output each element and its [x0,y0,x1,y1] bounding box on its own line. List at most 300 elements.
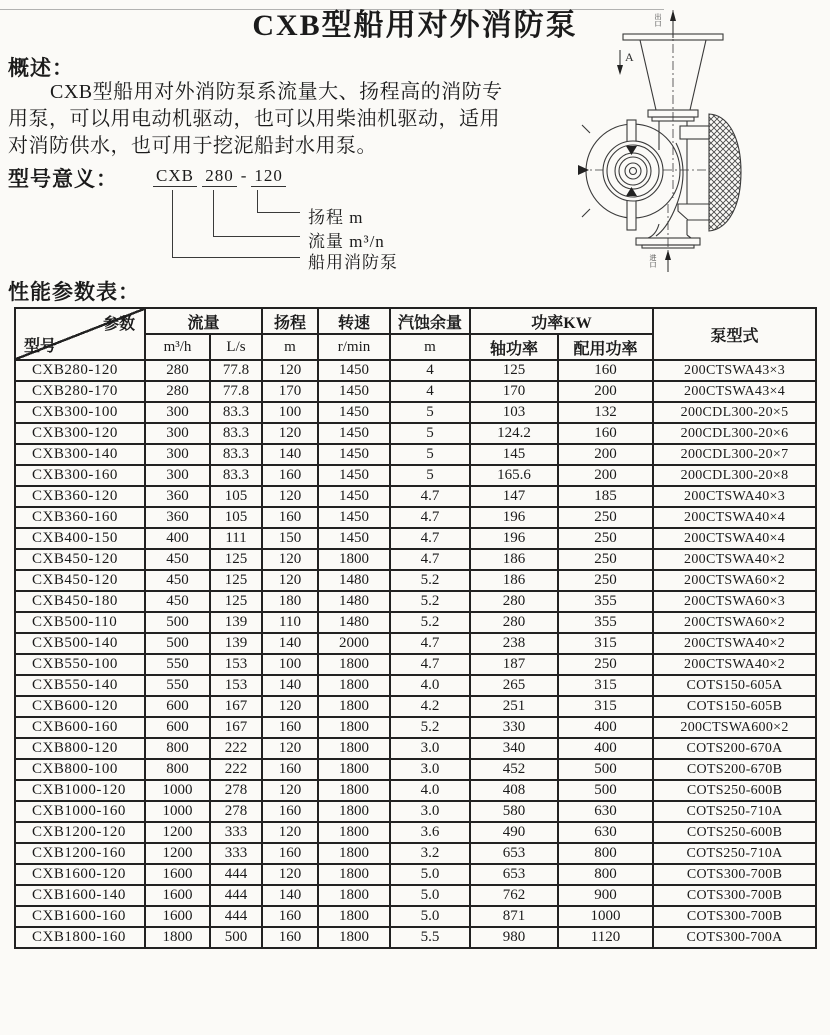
cell-model: CXB1000-120 [15,780,145,801]
overview-line-1: CXB型船用对外消防泵系流量大、扬程高的消防专 [50,81,503,103]
cell-flow-m3h: 400 [145,528,210,549]
cell-head: 120 [262,738,318,759]
cell-npsh: 5.2 [390,717,470,738]
table-row [15,570,816,591]
cell-model: CXB400-150 [15,528,145,549]
cell-rated-power: 160 [558,423,653,444]
cell-npsh: 4.0 [390,675,470,696]
cell-model: CXB280-170 [15,381,145,402]
cell-model: CXB300-140 [15,444,145,465]
cell-shaft-power: 187 [470,654,558,675]
cell-flow-m3h: 1600 [145,906,210,927]
cell-shaft-power: 124.2 [470,423,558,444]
overview-line-2: 用泵，可以用电动机驱动，也可以用柴油机驱动，适用 [8,108,500,130]
cell-model: CXB550-100 [15,654,145,675]
cell-rated-power: 500 [558,759,653,780]
cell-head: 120 [262,864,318,885]
cell-head: 120 [262,696,318,717]
outlet-label: 出口 [654,13,662,27]
cell-shaft-power: 165.6 [470,465,558,486]
cell-pump-type: 200CTSWA600×2 [653,717,816,738]
cell-model: CXB500-110 [15,612,145,633]
cell-shaft-power: 980 [470,927,558,948]
cell-rated-power: 1120 [558,927,653,948]
cell-speed: 1480 [318,570,390,591]
cell-npsh: 5.5 [390,927,470,948]
cell-pump-type: 200CDL300-20×7 [653,444,816,465]
cell-rated-power: 315 [558,633,653,654]
cell-flow-ls: 105 [210,486,262,507]
cell-speed: 1480 [318,612,390,633]
cell-speed: 1450 [318,423,390,444]
cell-rated-power: 500 [558,780,653,801]
cell-speed: 1800 [318,906,390,927]
cell-flow-m3h: 500 [145,612,210,633]
header-power: 功率KW [470,308,653,334]
section-a-arrow-icon [617,65,623,75]
cell-npsh: 5.2 [390,591,470,612]
cell-shaft-power: 103 [470,402,558,423]
cell-npsh: 5.2 [390,612,470,633]
cell-flow-ls: 83.3 [210,444,262,465]
cell-rated-power: 250 [558,507,653,528]
cell-rated-power: 800 [558,864,653,885]
cell-head: 160 [262,465,318,486]
cell-shaft-power: 145 [470,444,558,465]
cell-flow-ls: 500 [210,927,262,948]
cell-pump-type: 200CTSWA40×3 [653,486,816,507]
cell-pump-type: 200CTSWA40×4 [653,528,816,549]
inlet-label: 进口 [649,254,657,268]
cell-head: 120 [262,822,318,843]
cell-shaft-power: 653 [470,864,558,885]
cell-speed: 1450 [318,486,390,507]
cell-flow-ls: 139 [210,612,262,633]
page-title: CXB型船用对外消防泵 [252,9,578,42]
cell-model: CXB600-120 [15,696,145,717]
cell-flow-m3h: 1600 [145,885,210,906]
label-series: 船用消防泵 [308,253,398,272]
performance-table-heading: 性能参数表： [8,280,140,304]
cell-flow-ls: 278 [210,780,262,801]
pump-drawing-svg [576,8,824,286]
header-npsh: 汽蚀余量 [390,308,470,334]
table-row [15,780,816,801]
cell-pump-type: 200CTSWA40×2 [653,654,816,675]
cell-flow-m3h: 280 [145,360,210,381]
cell-pump-type: COTS250-600B [653,780,816,801]
cell-rated-power: 160 [558,360,653,381]
section-a-label: A [625,50,634,64]
cell-flow-ls: 125 [210,591,262,612]
cell-model: CXB300-100 [15,402,145,423]
cell-pump-type: COTS200-670A [653,738,816,759]
cell-flow-ls: 167 [210,696,262,717]
cell-model: CXB500-140 [15,633,145,654]
table-row [15,612,816,633]
cell-rated-power: 250 [558,570,653,591]
cell-head: 140 [262,444,318,465]
cell-shaft-power: 251 [470,696,558,717]
cell-shaft-power: 186 [470,549,558,570]
table-row [15,822,816,843]
cell-model: CXB1200-120 [15,822,145,843]
header-unit-m3h: m³/h [145,334,210,360]
cell-npsh: 4 [390,381,470,402]
cell-rated-power: 200 [558,444,653,465]
cell-flow-m3h: 360 [145,486,210,507]
header-flow: 流量 [145,308,262,334]
cell-rated-power: 200 [558,381,653,402]
header-rated-power: 配用功率 [558,334,653,360]
cell-npsh: 4.7 [390,633,470,654]
cell-npsh: 5 [390,465,470,486]
cell-head: 160 [262,759,318,780]
cell-npsh: 4.7 [390,654,470,675]
cell-rated-power: 250 [558,549,653,570]
cell-npsh: 4.0 [390,780,470,801]
cell-flow-m3h: 450 [145,570,210,591]
cell-shaft-power: 762 [470,885,558,906]
cell-flow-m3h: 1600 [145,864,210,885]
cell-speed: 1800 [318,759,390,780]
cell-pump-type: 200CTSWA43×4 [653,381,816,402]
cell-pump-type: COTS300-700B [653,906,816,927]
cell-head: 160 [262,717,318,738]
cell-flow-m3h: 550 [145,675,210,696]
cell-npsh: 4.7 [390,528,470,549]
cell-speed: 1800 [318,549,390,570]
cell-flow-m3h: 450 [145,591,210,612]
table-row [15,402,816,423]
cell-shaft-power: 452 [470,759,558,780]
cell-flow-m3h: 1000 [145,801,210,822]
pump-technical-drawing [576,8,824,286]
table-row [15,864,816,885]
cell-flow-m3h: 1000 [145,780,210,801]
cell-npsh: 3.0 [390,738,470,759]
cell-speed: 1450 [318,444,390,465]
cell-shaft-power: 490 [470,822,558,843]
cell-flow-m3h: 500 [145,633,210,654]
cell-head: 180 [262,591,318,612]
cell-flow-m3h: 550 [145,654,210,675]
cell-pump-type: 200CTSWA60×3 [653,591,816,612]
cell-speed: 1800 [318,885,390,906]
cell-shaft-power: 186 [470,570,558,591]
cell-head: 100 [262,654,318,675]
cell-flow-m3h: 800 [145,759,210,780]
cell-rated-power: 1000 [558,906,653,927]
cell-rated-power: 630 [558,822,653,843]
cell-pump-type: COTS250-710A [653,843,816,864]
cell-shaft-power: 125 [470,360,558,381]
cell-npsh: 4.2 [390,696,470,717]
cell-rated-power: 400 [558,738,653,759]
cell-flow-ls: 77.8 [210,381,262,402]
cell-speed: 1800 [318,843,390,864]
cell-model: CXB550-140 [15,675,145,696]
cell-npsh: 5.0 [390,906,470,927]
cell-shaft-power: 408 [470,780,558,801]
cell-model: CXB450-120 [15,549,145,570]
cell-pump-type: 200CDL300-20×5 [653,402,816,423]
cell-flow-ls: 139 [210,633,262,654]
corner-param-label: 参数 [102,316,135,333]
cell-flow-m3h: 300 [145,423,210,444]
cell-flow-ls: 83.3 [210,402,262,423]
cell-shaft-power: 170 [470,381,558,402]
cell-speed: 1450 [318,507,390,528]
cell-rated-power: 400 [558,717,653,738]
cell-flow-m3h: 280 [145,381,210,402]
cell-flow-ls: 222 [210,759,262,780]
cell-model: CXB300-160 [15,465,145,486]
cell-flow-ls: 167 [210,717,262,738]
cell-pump-type: 200CDL300-20×6 [653,423,816,444]
cell-head: 160 [262,507,318,528]
cell-speed: 1450 [318,528,390,549]
cell-flow-m3h: 300 [145,465,210,486]
cell-flow-ls: 333 [210,822,262,843]
table-row [15,675,816,696]
cell-flow-m3h: 450 [145,549,210,570]
table-row [15,381,816,402]
model-meaning-heading: 型号意义： [8,167,118,191]
cell-head: 120 [262,780,318,801]
table-row [15,507,816,528]
cell-shaft-power: 580 [470,801,558,822]
cell-shaft-power: 340 [470,738,558,759]
cell-head: 120 [262,570,318,591]
cell-flow-ls: 333 [210,843,262,864]
cell-rated-power: 355 [558,591,653,612]
model-code-separator: - [240,166,248,185]
cell-pump-type: 200CTSWA40×2 [653,633,816,654]
label-head: 扬程 m [308,208,364,227]
cell-pump-type: 200CTSWA43×3 [653,360,816,381]
cell-head: 120 [262,549,318,570]
cell-npsh: 3.2 [390,843,470,864]
cell-model: CXB280-120 [15,360,145,381]
cell-flow-m3h: 300 [145,444,210,465]
table-row [15,486,816,507]
header-speed: 转速 [318,308,390,334]
cell-speed: 1800 [318,822,390,843]
cell-speed: 1800 [318,654,390,675]
cell-flow-ls: 111 [210,528,262,549]
table-row [15,654,816,675]
table-row [15,633,816,654]
cell-flow-ls: 444 [210,864,262,885]
cell-speed: 1480 [318,591,390,612]
cell-flow-ls: 444 [210,906,262,927]
cell-speed: 1800 [318,675,390,696]
label-flow: 流量 m³/n [308,232,385,251]
cell-flow-m3h: 1200 [145,843,210,864]
table-row [15,423,816,444]
table-row [15,885,816,906]
cell-shaft-power: 653 [470,843,558,864]
cell-head: 140 [262,675,318,696]
cell-shaft-power: 265 [470,675,558,696]
header-unit-ls: L/s [210,334,262,360]
cell-model: CXB1200-160 [15,843,145,864]
cell-model: CXB1600-160 [15,906,145,927]
cell-pump-type: COTS300-700B [653,864,816,885]
cell-flow-ls: 125 [210,549,262,570]
cell-flow-ls: 77.8 [210,360,262,381]
cell-flow-m3h: 1200 [145,822,210,843]
header-unit-head-m: m [262,334,318,360]
cell-npsh: 5.0 [390,885,470,906]
cell-shaft-power: 196 [470,528,558,549]
cell-speed: 1450 [318,381,390,402]
cell-npsh: 5.0 [390,864,470,885]
model-code-series: CXB [153,166,197,187]
cell-shaft-power: 196 [470,507,558,528]
cell-speed: 1800 [318,717,390,738]
cell-head: 160 [262,801,318,822]
model-code-flow: 280 [202,166,237,187]
cell-rated-power: 900 [558,885,653,906]
table-row [15,444,816,465]
cell-pump-type: COTS300-700A [653,927,816,948]
cell-npsh: 4.7 [390,507,470,528]
suction-elbow [648,224,691,238]
corner-model-label: 型号 [24,338,57,355]
table-row [15,927,816,948]
header-unit-npsh-m: m [390,334,470,360]
cell-rated-power: 185 [558,486,653,507]
performance-table [14,307,817,949]
cell-speed: 1450 [318,360,390,381]
cell-pump-type: COTS150-605A [653,675,816,696]
cell-flow-ls: 153 [210,654,262,675]
table-row [15,696,816,717]
cell-shaft-power: 280 [470,591,558,612]
header-shaft-power: 轴功率 [470,334,558,360]
cell-flow-m3h: 1800 [145,927,210,948]
cell-speed: 1800 [318,780,390,801]
cell-pump-type: COTS250-600B [653,822,816,843]
outlet-arrow-icon [670,10,676,21]
cell-npsh: 4 [390,360,470,381]
cell-model: CXB450-180 [15,591,145,612]
cell-model: CXB360-160 [15,507,145,528]
cell-flow-ls: 105 [210,507,262,528]
table-row [15,591,816,612]
header-pump-type: 泵型式 [653,308,816,360]
cell-head: 160 [262,927,318,948]
cell-model: CXB800-120 [15,738,145,759]
cell-shaft-power: 330 [470,717,558,738]
cell-rated-power: 200 [558,465,653,486]
section-marker-left-icon [578,165,589,175]
performance-table-body [15,360,816,948]
cell-rated-power: 250 [558,528,653,549]
cell-head: 150 [262,528,318,549]
table-row [15,360,816,381]
cell-flow-m3h: 800 [145,738,210,759]
cell-npsh: 3.0 [390,801,470,822]
cell-head: 140 [262,633,318,654]
header-head: 扬程 [262,308,318,334]
cell-model: CXB800-100 [15,759,145,780]
overview-heading: 概述： [8,56,74,80]
table-row [15,801,816,822]
cell-pump-type: COTS300-700B [653,885,816,906]
cell-model: CXB1600-120 [15,864,145,885]
cell-model: CXB360-120 [15,486,145,507]
cell-rated-power: 315 [558,696,653,717]
cell-flow-ls: 83.3 [210,423,262,444]
cell-npsh: 3.0 [390,759,470,780]
cell-head: 120 [262,486,318,507]
corner-header-cell [15,308,145,360]
cell-flow-ls: 153 [210,675,262,696]
table-row [15,738,816,759]
cell-speed: 1800 [318,864,390,885]
cell-rated-power: 132 [558,402,653,423]
cell-rated-power: 630 [558,801,653,822]
cell-npsh: 3.6 [390,822,470,843]
cell-flow-ls: 222 [210,738,262,759]
table-row [15,465,816,486]
cell-rated-power: 315 [558,675,653,696]
cell-head: 160 [262,906,318,927]
cell-speed: 2000 [318,633,390,654]
cell-speed: 1800 [318,738,390,759]
cell-pump-type: 200CTSWA60×2 [653,570,816,591]
cell-rated-power: 355 [558,612,653,633]
cell-head: 160 [262,843,318,864]
cell-npsh: 4.7 [390,486,470,507]
cell-pump-type: COTS150-605B [653,696,816,717]
header-unit-rpm: r/min [318,334,390,360]
cell-head: 140 [262,885,318,906]
cell-speed: 1800 [318,801,390,822]
hatched-dome [709,114,741,231]
cell-pump-type: COTS200-670B [653,759,816,780]
cell-pump-type: 200CTSWA40×2 [653,549,816,570]
cell-flow-ls: 278 [210,801,262,822]
cell-npsh: 5 [390,423,470,444]
cell-model: CXB1800-160 [15,927,145,948]
cell-model: CXB1000-160 [15,801,145,822]
cell-shaft-power: 871 [470,906,558,927]
cell-flow-ls: 83.3 [210,465,262,486]
cell-flow-m3h: 360 [145,507,210,528]
cell-speed: 1800 [318,696,390,717]
cell-speed: 1800 [318,927,390,948]
cell-flow-m3h: 600 [145,696,210,717]
lower-bracket [678,204,709,220]
cell-pump-type: 200CTSWA40×4 [653,507,816,528]
cell-npsh: 5 [390,402,470,423]
table-row [15,906,816,927]
cell-head: 100 [262,402,318,423]
model-code-head: 120 [251,166,286,187]
cell-flow-ls: 444 [210,885,262,906]
model-code [153,166,286,186]
cell-flow-m3h: 300 [145,402,210,423]
table-row [15,759,816,780]
cell-pump-type: 200CDL300-20×8 [653,465,816,486]
cell-head: 120 [262,360,318,381]
cell-model: CXB600-160 [15,717,145,738]
cell-head: 170 [262,381,318,402]
